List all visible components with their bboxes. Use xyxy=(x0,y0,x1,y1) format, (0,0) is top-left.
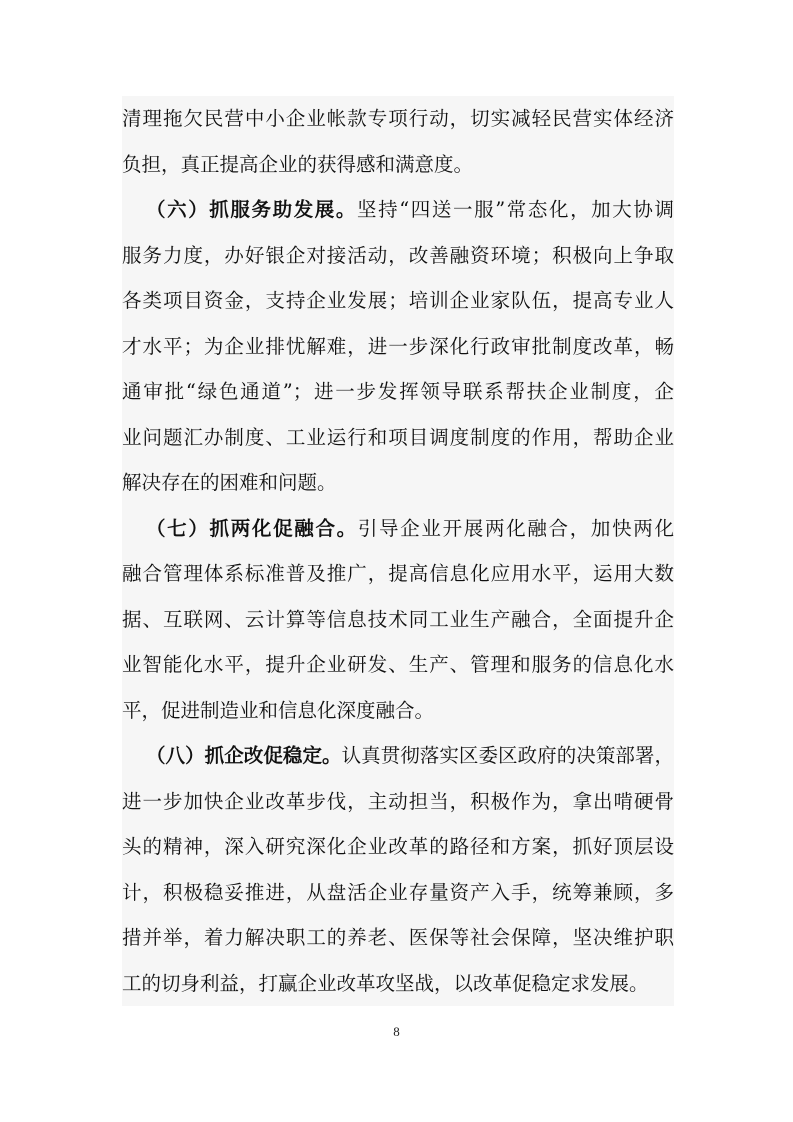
section-6-line: 各类项目资金，支持企业发展；培训企业家队伍，提高专业人 xyxy=(122,278,674,324)
page-number: 8 xyxy=(393,1024,400,1039)
section-8-line: 工的切身利益，打赢企业改革攻坚战，以改革促稳定求发展。 xyxy=(122,961,674,1007)
section-6-line: 才水平；为企业排忧解难，进一步深化行政审批制度改革，畅 xyxy=(122,324,674,370)
section-7-line: 平，促进制造业和信息化深度融合。 xyxy=(122,688,674,734)
intro-line-1: 清理拖欠民营中小企业帐款专项行动，切实减轻民营实体经济 xyxy=(122,96,674,142)
section-7-line: 融合管理体系标准普及推广，提高信息化应用水平，运用大数 xyxy=(122,551,674,597)
section-6-first-line xyxy=(122,187,674,233)
section-8-first-line xyxy=(122,733,674,779)
section-6-line: 通审批“绿色通道”；进一步发挥领导联系帮扶企业制度，企 xyxy=(122,369,674,415)
section-8-heading: （八）抓企改促稳定。 xyxy=(146,744,342,767)
section-6-first-line-text: 坚持“四送一服”常态化，加大协调 xyxy=(357,198,674,221)
document-body xyxy=(122,96,674,1006)
section-6-heading: （六）抓服务助发展。 xyxy=(146,198,358,221)
section-7-line: 据、互联网、云计算等信息技术同工业生产融合，全面提升企 xyxy=(122,597,674,643)
section-7-first-line xyxy=(122,506,674,552)
section-7-line: 业智能化水平，提升企业研发、生产、管理和服务的信息化水 xyxy=(122,642,674,688)
section-8-line: 措并举，着力解决职工的养老、医保等社会保障，坚决维护职 xyxy=(122,915,674,961)
section-8-line: 计，积极稳妥推进，从盘活企业存量资产入手，统筹兼顾，多 xyxy=(122,870,674,916)
section-8-line: 头的精神，深入研究深化企业改革的路径和方案，抓好顶层设 xyxy=(122,824,674,870)
section-7-first-line-text: 引导企业开展两化融合，加快两化 xyxy=(357,516,674,540)
section-6-line: 业问题汇办制度、工业运行和项目调度制度的作用，帮助企业 xyxy=(122,415,674,461)
intro-line-2: 负担，真正提高企业的获得感和满意度。 xyxy=(122,142,674,188)
section-7-heading: （七）抓两化促融合。 xyxy=(146,516,358,540)
section-6-line: 解决存在的困难和问题。 xyxy=(122,460,674,506)
section-6-line: 服务力度，办好银企对接活动，改善融资环境；积极向上争取 xyxy=(122,233,674,279)
section-8-line: 进一步加快企业改革步伐，主动担当，积极作为，拿出啃硬骨 xyxy=(122,779,674,825)
section-8-first-line-text: 认真贯彻落实区委区政府的决策部署， xyxy=(341,744,674,767)
